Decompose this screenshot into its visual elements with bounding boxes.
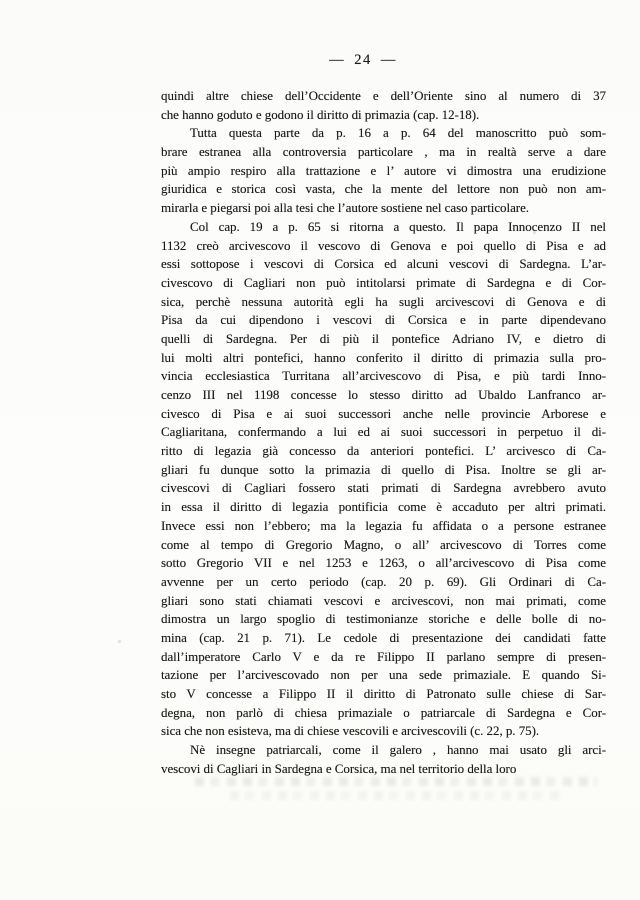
text-line: vincia ecclesiastica Turritana all’arcivescovo di Pisa, e più tardi Inno- xyxy=(161,368,606,384)
text-line: vescovi di Cagliari in Sardegna e Corsica, ma nel territorio della loro xyxy=(161,760,517,776)
text-line: giuridica e storica così vasta, che la mente del lettore non può non am- xyxy=(161,181,606,197)
text-line: essi sottopose i vescovi di Corsica ed alcuni vescovi di Sardegna. L’ar- xyxy=(161,256,606,272)
text-line: 1132 creò arcivescovo il vescovo di Genova e poi quello di Pisa e ad xyxy=(161,237,606,253)
text-line: quindi altre chiese dell’Occidente e dell’Oriente sino al numero di 37 xyxy=(161,88,606,103)
text-line: Nè insegne patriarcali, come il galero , hanno mai usato gli arci- xyxy=(190,742,606,758)
text-line: tazione per l’arcivescovado non per una sede primaziale. E quando Si- xyxy=(161,667,606,683)
text-line: sica che non esisteva, ma di chiese vescovili e arcivescovili (c. 22, p. 75). xyxy=(161,723,540,739)
text-line: quelli di Sardegna. Per di più il pontefice Adriano IV, e dietro di xyxy=(161,330,606,346)
text-line: gliari sono stati chiamati vescovi e arcivescovi, non mai primati, come xyxy=(161,592,606,608)
text-line: in essa il diritto di legazia pontificia come è accaduto per altri primati. xyxy=(161,499,606,515)
text-line: più ampio respiro alla trattazione e l’ autore vi dimostra una erudizione xyxy=(161,162,606,178)
scan-speck xyxy=(118,640,121,643)
text-line: civescovi di Cagliari fossero stati primati di Sardegna avrebbero avuto xyxy=(161,480,606,496)
text-line: brare estranea alla controversia particolare , ma in realtà serve a dare xyxy=(161,144,606,160)
text-line: lui molti altri pontefici, hanno conferito il diritto di primazia sulla pro- xyxy=(161,349,606,365)
text-line: sotto Gregorio VII e nel 1253 e 1263, o all’arcivescovo di Pisa come xyxy=(161,555,606,571)
text-line: mina (cap. 21 p. 71). Le cedole di presentazione dei candidati fatte xyxy=(161,629,606,645)
bleed-through-artifact xyxy=(230,791,560,800)
text-line: Tutta questa parte da p. 16 a p. 64 del manoscritto può som- xyxy=(190,125,606,141)
body-text xyxy=(161,87,606,778)
text-line: che hanno goduto e godono il diritto di primazia (cap. 12-18). xyxy=(161,106,480,122)
scan-speck xyxy=(533,231,536,234)
text-line: ritto di legazia già concesso da anteriori pontefici. L’ arcivesco di Ca- xyxy=(161,443,606,459)
text-line: gliari fu dunque sotto la primazia di quello di Pisa. Inoltre se gli ar- xyxy=(161,461,606,477)
text-line: civescovo di Cagliari non può intitolarsi primate di Sardegna e di Cor- xyxy=(161,274,606,290)
text-line: degna, non parlò di chiesa primaziale o patriarcale di Sardegna e Cor- xyxy=(161,704,606,720)
text-line: Cagliaritana, confermando a lui ed ai suoi successori in perpetuo il di- xyxy=(161,424,606,440)
text-line: Invece essi non l’ebbero; ma la legazia fu affidata o a persone estranee xyxy=(161,517,606,533)
text-line: come al tempo di Gregorio Magno, o all’ arcivescovo di Torres come xyxy=(161,536,606,552)
text-line: mirarla e piegarsi poi alla tesi che l’autore sostiene nel caso particolare. xyxy=(161,200,529,216)
text-line: sica, perchè nessuna autorità egli ha sugli arcivescovi di Genova e di xyxy=(161,293,606,309)
text-line: Pisa da cui dipendono i vescovi di Corsica e in parte dipendevano xyxy=(161,312,606,328)
text-line: dall’imperatore Carlo V e da re Filippo II parlano sempre di presen- xyxy=(161,648,606,664)
page-number: — 24 — xyxy=(329,52,397,68)
text-line: Col cap. 19 a p. 65 si ritorna a questo. Il papa Innocenzo II nel xyxy=(190,218,606,234)
text-line: sto V concesse a Filippo II il diritto di Patronato sulle chiese di Sar- xyxy=(161,686,606,701)
bleed-through-artifact xyxy=(195,777,597,786)
text-line: cenzo III nel 1198 concesse lo stesso diritto ad Ubaldo Lanfranco ar- xyxy=(161,387,606,402)
text-line: dimostra un largo spoglio di testimonianze storiche e delle bolle di no- xyxy=(161,611,606,627)
text-line: avvenne per un certo periodo (cap. 20 p. 69). Gli Ordinari di Ca- xyxy=(161,573,606,589)
text-line: civesco di Pisa e ai suoi successori anche nelle provincie Arborese e xyxy=(161,405,606,421)
